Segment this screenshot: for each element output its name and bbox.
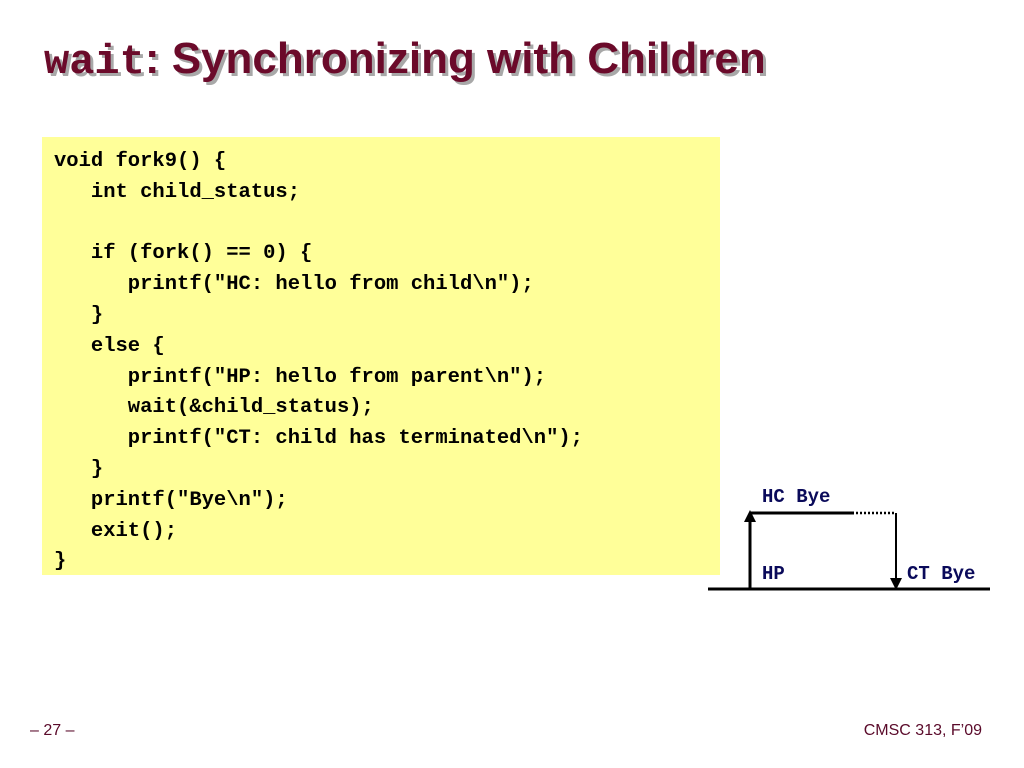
code-line: printf("CT: child has terminated\n"); <box>54 427 583 451</box>
child-output-label: HC Bye <box>762 486 831 508</box>
code-line: printf("Bye\n"); <box>54 488 288 512</box>
after-wait-output-label: CT Bye <box>907 563 976 585</box>
code-line: void fork9() { <box>54 150 227 173</box>
code-block <box>42 137 720 575</box>
code-line: int child_status; <box>54 180 301 204</box>
course-footer: CMSC 313, F’09 <box>863 722 982 739</box>
page-number: – 27 – <box>30 722 75 739</box>
code-line: else { <box>54 334 165 358</box>
title-text: : Synchronizing with Children <box>144 34 766 83</box>
code-line <box>54 209 720 240</box>
code-line: } <box>54 303 104 327</box>
code-line: wait(&child_status); <box>54 396 374 420</box>
reap-arrowhead <box>890 578 902 590</box>
code-line: printf("HP: hello from parent\n"); <box>54 365 547 389</box>
title-code: wait <box>44 38 145 86</box>
slide-title <box>44 34 766 86</box>
code-line: exit(); <box>54 519 178 543</box>
fork-arrowhead <box>744 510 756 522</box>
code-line: if (fork() == 0) { <box>54 242 313 266</box>
parent-output-label: HP <box>762 563 785 585</box>
code-line: printf("HC: hello from child\n"); <box>54 273 534 297</box>
code-line: } <box>54 457 104 481</box>
code-line: } <box>54 550 67 574</box>
